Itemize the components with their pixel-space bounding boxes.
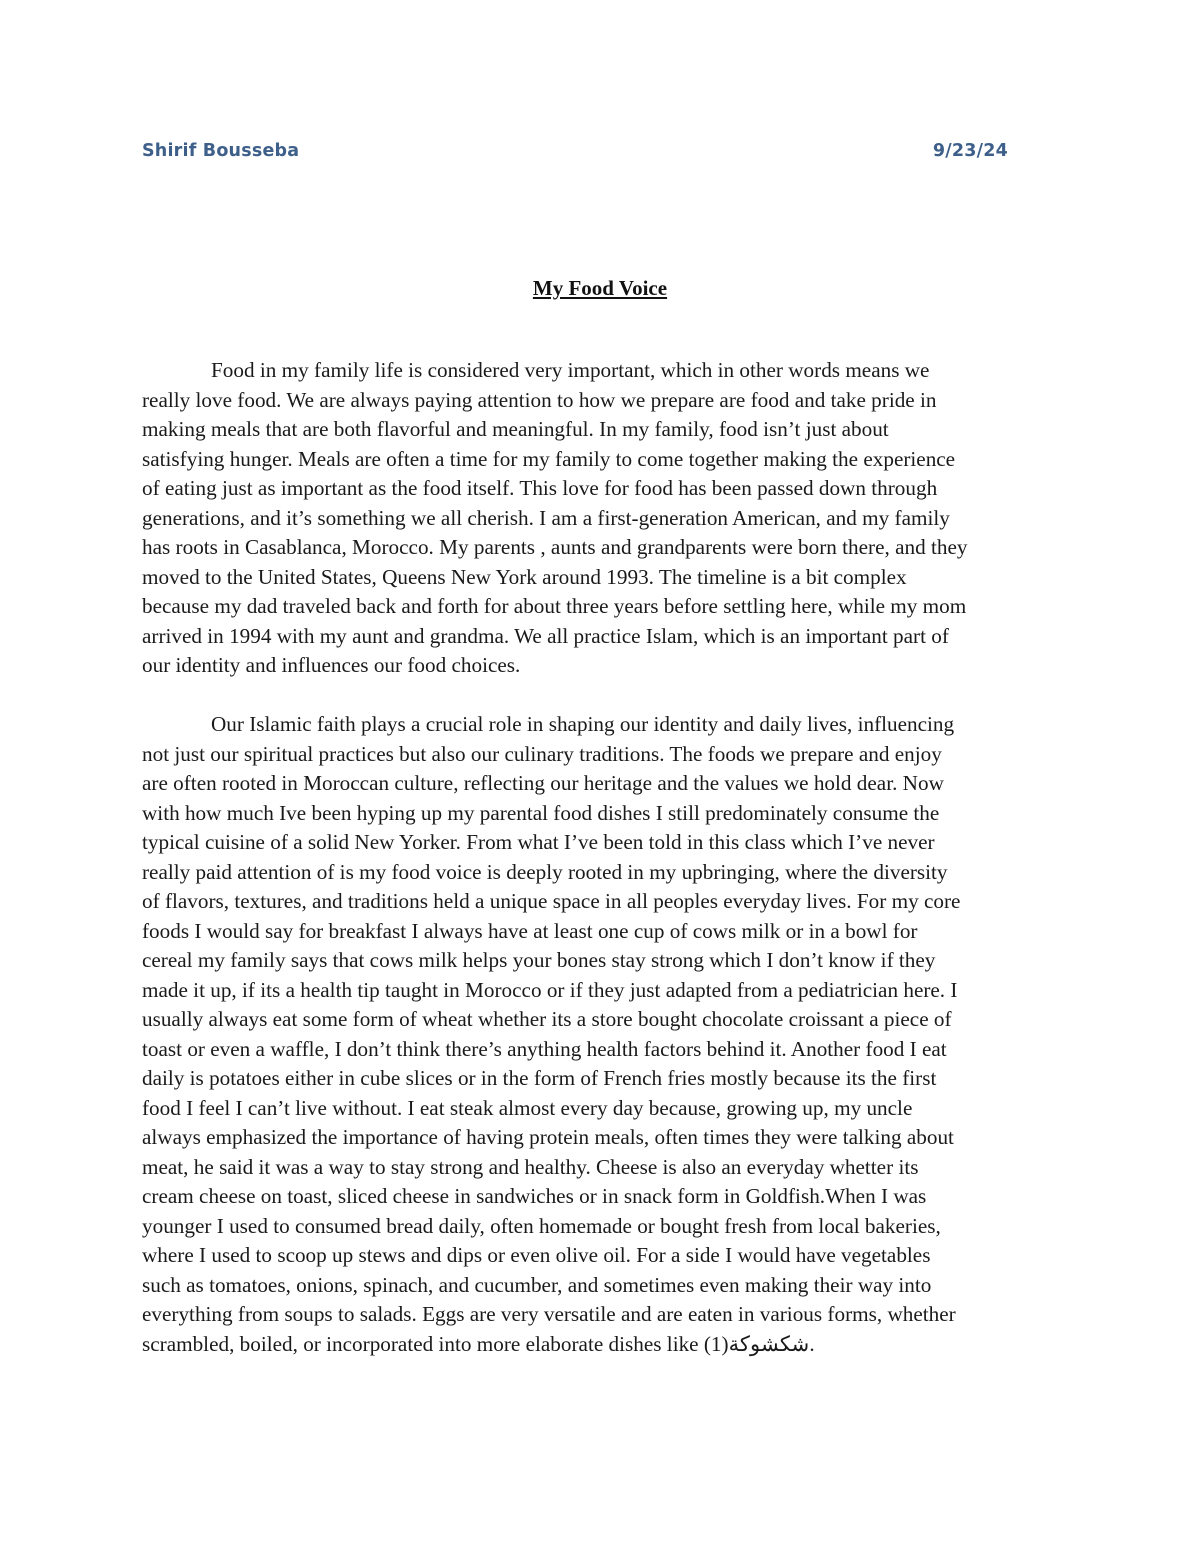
paragraph-line: moved to the United States, Queens New York around 1993. The timeline is a bit complex (142, 564, 907, 589)
document-date: 9/23/24 (932, 141, 1008, 161)
paragraph-line: Our Islamic faith plays a crucial role in shaping our identity and daily lives, influencing (211, 712, 955, 736)
paragraph-line: really love food. We are always paying attention to how we prepare are food and take pride in (142, 387, 937, 412)
paragraph-line: Food in my family life is considered very important, which in other words means we (211, 358, 930, 382)
document-header (142, 141, 1008, 171)
paragraph-line: foods I would say for breakfast I always have at least one cup of cows milk or in a bowl for (142, 918, 918, 943)
paragraph-line: generations, and it’s something we all cherish. I am a first-generation American, and my family (142, 505, 950, 530)
paragraph-line: not just our spiritual practices but also our culinary traditions. The foods we prepare and enjoy (142, 741, 942, 766)
paragraph-line: really paid attention of is my food voice is deeply rooted in my upbringing, where the diversity (142, 859, 948, 884)
author-name: Shirif Bousseba (142, 141, 300, 161)
paragraph-line: food I feel I can’t live without. I eat steak almost every day because, growing up, my uncle (142, 1095, 913, 1120)
paragraph-line: making meals that are both flavorful and meaningful. In my family, food isn’t just about (142, 417, 889, 441)
paragraph-line: always emphasized the importance of having protein meals, often times they were talking about (142, 1125, 954, 1149)
page-title: My Food Voice (532, 276, 668, 300)
paragraph (142, 356, 1062, 681)
paragraph-line: arrived in 1994 with my aunt and grandma. We all practice Islam, which is an important part of (142, 623, 949, 648)
paragraph-line: usually always eat some form of wheat whether its a store bought chocolate croissant a piece of (142, 1007, 952, 1031)
paragraph-line: such as tomatoes, onions, spinach, and cucumber, and sometimes even making their way into (142, 1272, 932, 1297)
paragraph-line: of eating just as important as the food itself. This love for food has been passed down through (142, 476, 938, 500)
paragraph-line: satisfying hunger. Meals are often a time for my family to come together making the experience (142, 446, 956, 471)
paragraph-line: typical cuisine of a solid New Yorker. From what I’ve been told in this class which I’ve never (142, 830, 935, 854)
paragraph-line: meat, he said it was a way to stay strong and healthy. Cheese is also an everyday whetter its (142, 1154, 919, 1179)
paragraph-line: with how much Ive been hyping up my parental food dishes I still predominately consume the (142, 800, 940, 825)
paragraph-line: of flavors, textures, and traditions held a unique space in all peoples everyday lives. For my core (142, 889, 961, 913)
paragraph-line: daily is potatoes either in cube slices or in the form of French fries mostly because its the first (142, 1066, 937, 1090)
paragraph-line: made it up, if its a health tip taught in Morocco or if they just adapted from a pediatrician here. I (142, 977, 958, 1002)
paragraph-line: because my dad traveled back and forth for about three years before settling here, while my mom (142, 594, 967, 618)
paragraph-line: our identity and influences our food choices. (142, 653, 521, 677)
paragraph-line: toast or even a waffle, I don’t think there’s anything health factors behind it. Another food I eat (142, 1036, 947, 1061)
paragraph-line: scrambled, boiled, or incorporated into more elaborate dishes like (1)شكشوكة. (142, 1331, 815, 1356)
paragraph (142, 710, 1062, 1359)
paragraph-line: everything from soups to salads. Eggs are very versatile and are eaten in various forms, whether (142, 1302, 956, 1326)
paragraph-line: cereal my family says that cows milk helps your bones stay strong which I don’t know if they (142, 948, 936, 972)
paragraph-line: has roots in Casablanca, Morocco. My parents , aunts and grandparents were born there, and they (142, 535, 968, 559)
paragraph-line: younger I used to consumed bread daily, often homemade or bought fresh from local bakeries, (142, 1213, 941, 1238)
document-body (142, 356, 1062, 1389)
paragraph-line: where I used to scoop up stews and dips or even olive oil. For a side I would have vegetables (142, 1243, 931, 1267)
paragraph-line: cream cheese on toast, sliced cheese in sandwiches or in snack form in Goldfish.When I was (142, 1184, 927, 1208)
paragraph-line: are often rooted in Moroccan culture, reflecting our heritage and the values we hold dear. Now (142, 771, 944, 795)
